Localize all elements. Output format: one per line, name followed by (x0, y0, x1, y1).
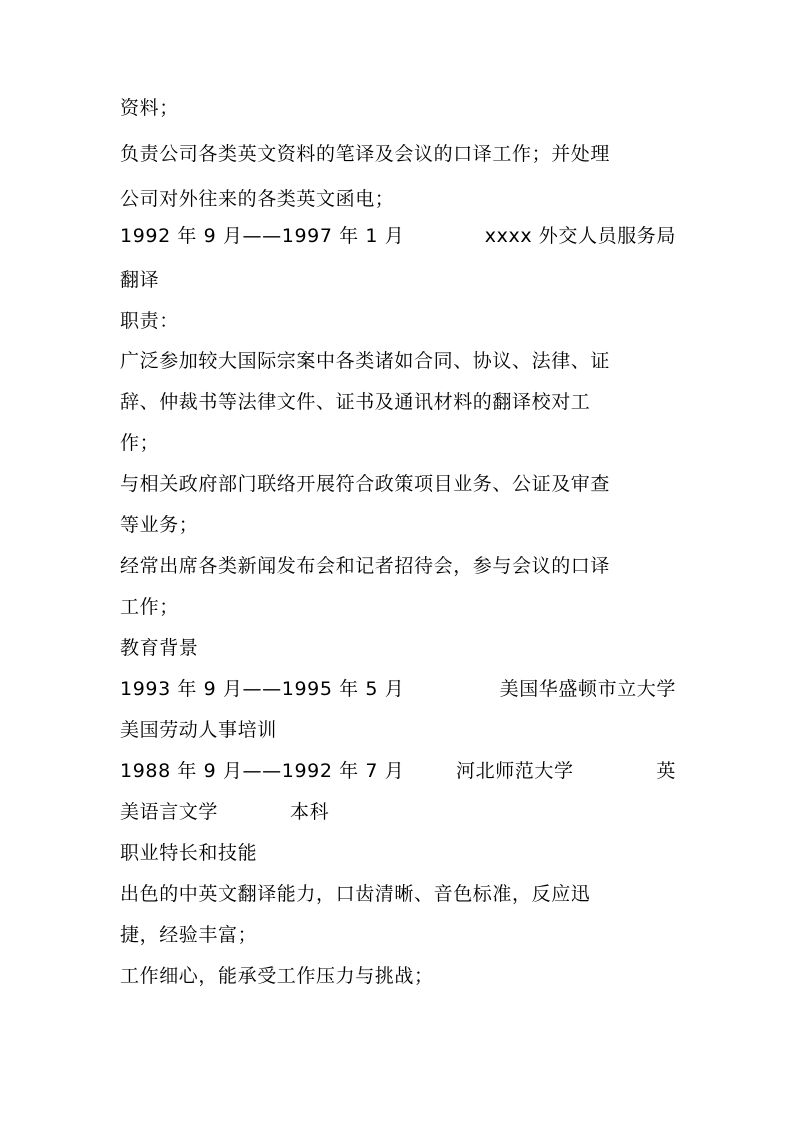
text-line: 工作； (120, 596, 179, 618)
section-label: 职责： (120, 310, 179, 332)
job-employer: xxxx 外交人员服务局 (484, 225, 676, 247)
text-line: 广泛参加较大国际宗案中各类诸如合同、协议、法律、证 (120, 350, 611, 372)
education-major: 美语言文学 (120, 801, 219, 823)
section-heading: 教育背景 (120, 637, 199, 659)
text-line: 辞、仲裁书等法律文件、证书及通讯材料的翻译校对工 (120, 391, 591, 413)
text-line (120, 138, 676, 170)
education-entry-line (120, 755, 676, 787)
section-heading: 职业特长和技能 (120, 842, 258, 864)
text-line: 翻译 (120, 269, 160, 291)
text-line: 经常出席各类新闻发布会和记者招待会，参与会议的口译 (120, 555, 611, 577)
job-period: 1992 年 9 月——1997 年 1 月 (120, 225, 405, 247)
education-period: 1993 年 9 月——1995 年 5 月 (120, 678, 405, 700)
education-degree: 本科 (290, 801, 330, 823)
education-major-start: 英 (656, 760, 676, 782)
text-line: 作； (120, 432, 160, 454)
text-line: 与相关政府部门联络开展符合政策项目业务、公证及审查 (120, 473, 611, 495)
text-line: 公司对外往来的各类英文函电； (120, 188, 395, 210)
text-line: 捷，经验丰富； (120, 924, 258, 946)
text-line: 工作细心，能承受工作压力与挑战； (120, 965, 434, 987)
education-entry-line (120, 673, 676, 705)
education-detail-line (120, 796, 676, 828)
education-school: 美国华盛顿市立大学 (499, 678, 676, 700)
text-line: 出色的中英文翻译能力，口齿清晰、音色标准，反应迅 (120, 883, 591, 905)
text-line: 等业务； (120, 514, 199, 536)
education-period: 1988 年 9 月——1992 年 7 月 (120, 760, 405, 782)
job-entry-line (120, 220, 676, 252)
text-line: 资料； (120, 97, 179, 119)
text-line: 美国劳动人事培训 (120, 719, 277, 741)
education-school: 河北师范大学 (456, 760, 574, 782)
text-line-content: 负责公司各类英文资料的笔译及会议的口译工作；并处理 (120, 143, 611, 165)
